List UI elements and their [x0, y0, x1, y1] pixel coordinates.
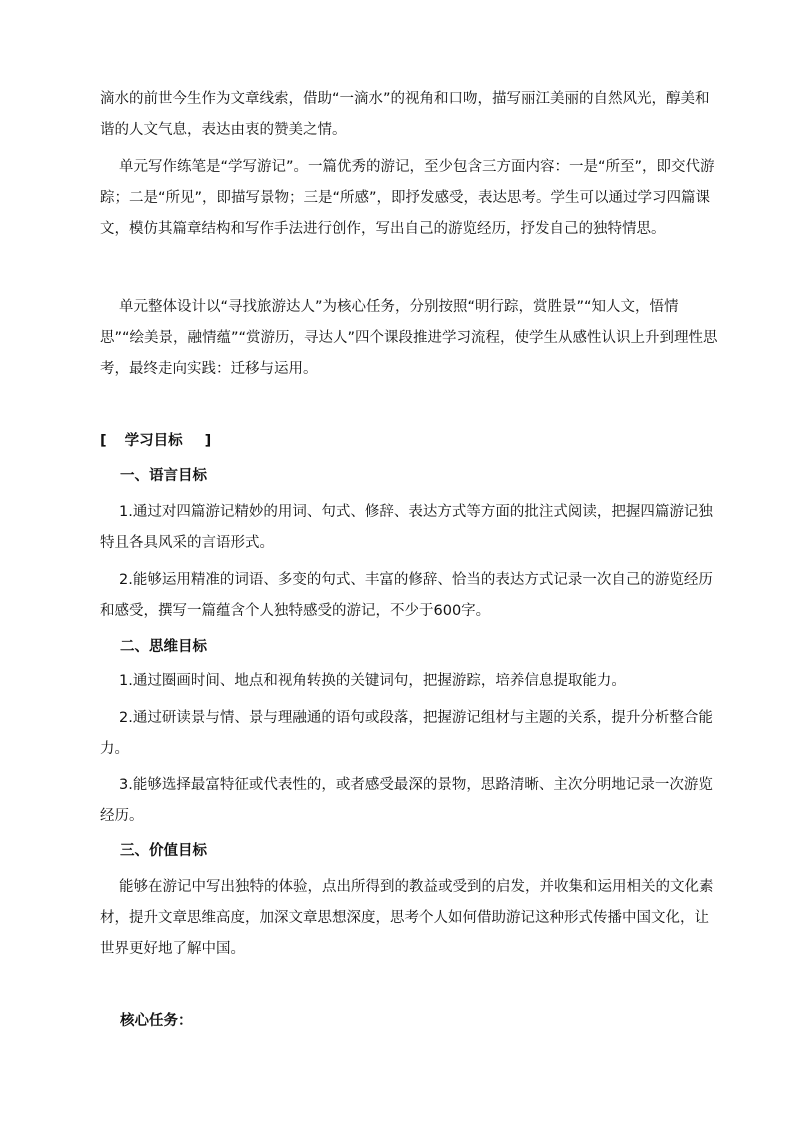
- bracket-open: [: [100, 433, 107, 449]
- list-item-thinking-3: 3.能够选择最富特征或代表性的，或者感受最深的景物，思路清晰、主次分明地记录一次游览经历。: [100, 777, 713, 824]
- paragraph-writing-practice: 单元写作练笔是“学写游记”。一篇优秀的游记，至少包含三方面内容：一是“所至”，即交代游踪；二是“所见”，即描写景物；三是“所感”，即抒发感受，表达思考。学生可以通过学习四篇课文，模仿其篇章结构和写作手法进行创作，写出自己的游览经历，抒发自己的独特情思。: [100, 159, 715, 237]
- heading-value-goals: 三、价值目标: [120, 843, 207, 859]
- paragraph-unit-design: 单元整体设计以“寻找旅游达人”为核心任务，分别按照“明行踪，赏胜景”“知人文，悟情思”“绘美景，融情蕴”“赏游历，寻达人”四个课段推进学习流程，使学生从感性认识上升到理性思考，最终走向实践：迁移与运用。: [100, 299, 718, 377]
- section-title-learning-goals: [100, 427, 211, 455]
- heading-thinking-goals: 二、思维目标: [120, 639, 207, 655]
- core-task-label: 核心任务：: [120, 1013, 193, 1029]
- paragraph-lijiang-summary: 滴水的前世今生作为文章线索，借助“一滴水”的视角和口吻，描写丽江美丽的自然风光，醇美和谐的人文气息，表达由衷的赞美之情。: [100, 91, 710, 138]
- section-title-text: 学习目标: [124, 433, 183, 449]
- list-item-language-1: 1.通过对四篇游记精妙的用词、句式、修辞、表达方式等方面的批注式阅读，把握四篇游记独特且各具风采的言语形式。: [100, 504, 713, 551]
- list-item-thinking-2: 2.通过研读景与情、景与理融通的语句或段落，把握游记组材与主题的关系，提升分析整合能力。: [100, 710, 713, 757]
- heading-language-goals: 一、语言目标: [120, 468, 207, 484]
- list-item-language-2: 2.能够运用精准的词语、多变的句式、丰富的修辞、恰当的表达方式记录一次自己的游览经历和感受，撰写一篇蕴含个人独特感受的游记，不少于600字。: [100, 572, 713, 619]
- paragraph-value-goals: 能够在游记中写出独特的体验，点出所得到的教益或受到的启发，并收集和运用相关的文化素材，提升文章思维高度，加深文章思想深度，思考个人如何借助游记这种形式传播中国文化，让世界更好地了解中国。: [100, 879, 714, 957]
- bracket-close: ]: [204, 433, 212, 449]
- list-item-thinking-1: 1.通过圈画时间、地点和视角转换的关键词句，把握游踪，培养信息提取能力。: [119, 673, 626, 689]
